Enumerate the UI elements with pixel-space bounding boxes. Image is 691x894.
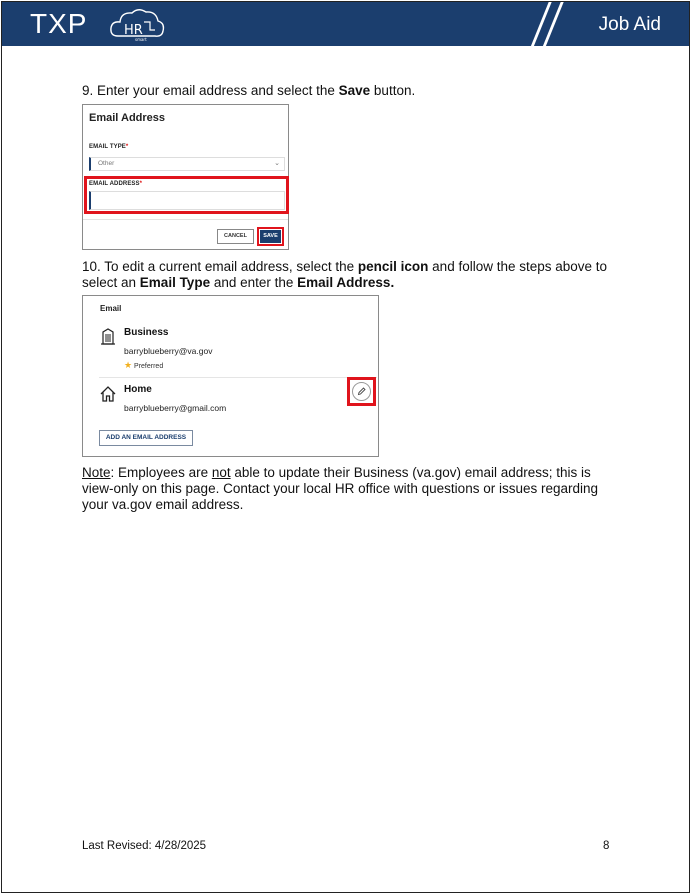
email-type-name: Business <box>124 327 169 338</box>
email-address-value: barryblueberry@va.gov <box>124 346 213 356</box>
hr-logo-small-text: smart <box>135 37 147 42</box>
add-email-button[interactable]: ADD AN EMAIL ADDRESS <box>99 430 193 446</box>
home-icon <box>99 385 117 403</box>
email-address-label: EMAIL ADDRESS* <box>89 181 143 187</box>
hr-smart-logo <box>108 6 166 44</box>
step-9-text: 9. Enter your email address and select the Save button. <box>82 83 416 98</box>
preferred-badge: ★ Preferred <box>124 360 164 370</box>
step-10-text: 10. To edit a current email address, select the pencil icon and follow the steps above to select an Email Type and enter the Email Address. <box>82 259 608 290</box>
email-address-form-screenshot <box>82 104 289 250</box>
cancel-button[interactable]: CANCEL <box>217 229 254 244</box>
list-divider <box>99 377 377 378</box>
email-type-select[interactable] <box>89 157 285 171</box>
last-revised: Last Revised: 4/28/2025 <box>82 840 207 852</box>
hr-logo-text: HR <box>124 23 143 38</box>
chevron-down-icon: ⌄ <box>274 160 280 167</box>
header-banner <box>2 2 689 46</box>
email-field-highlight <box>84 176 289 214</box>
email-list-screenshot <box>82 295 379 457</box>
email-type-value: Other <box>98 160 115 167</box>
edit-email-button[interactable] <box>352 382 371 401</box>
star-icon: ★ <box>124 360 133 370</box>
form-divider <box>83 219 288 220</box>
doc-type-title: Job Aid <box>598 14 661 35</box>
header-slash <box>539 2 566 46</box>
note-paragraph: Note: Employees are not able to update their Business (va.gov) email address; this is view-only on this page. Contact your local HR office with questions or issues regarding your va.gov email address. <box>82 465 599 512</box>
page-number: 8 <box>603 840 610 852</box>
txp-logo: TXP <box>30 8 88 39</box>
email-section-title: Email <box>100 304 122 313</box>
building-icon <box>99 327 117 345</box>
pencil-icon <box>353 383 370 400</box>
email-address-value: barryblueberry@gmail.com <box>124 403 227 413</box>
email-type-label: EMAIL TYPE* <box>89 144 129 150</box>
form-title: Email Address <box>89 112 166 124</box>
save-button[interactable]: SAVE <box>260 230 281 243</box>
header-slash <box>527 2 554 46</box>
email-type-name: Home <box>124 384 152 395</box>
